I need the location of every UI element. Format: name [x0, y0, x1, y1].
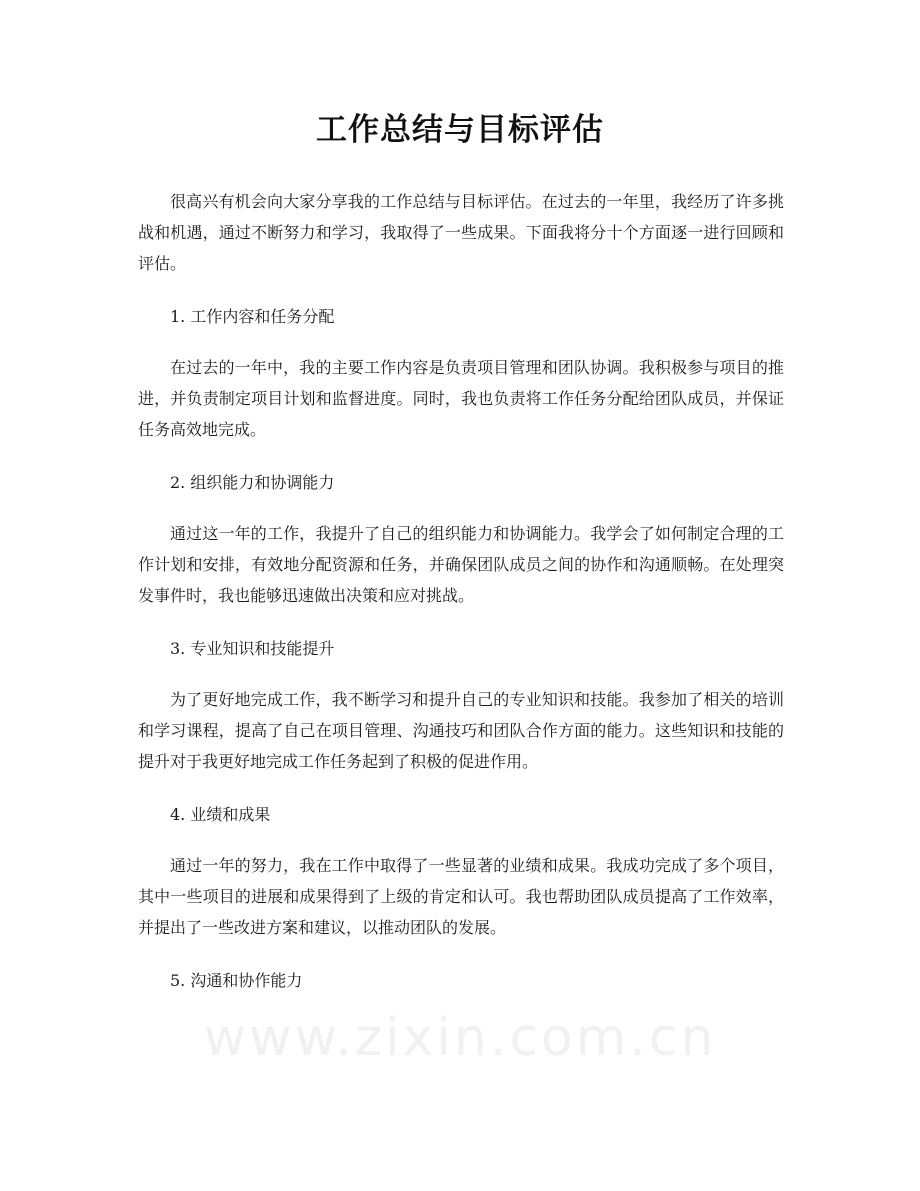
page-title: 工作总结与目标评估 — [316, 112, 604, 148]
section-paragraph-2: 通过这一年的工作，我提升了自己的组织能力和协调能力。我学会了如何制定合理的工作计划和安排，有效地分配资源和任务，并确保团队成员之间的协作和沟通顺畅。在处理突发事件时，我也能够迅速做出决策和应对挑战。 — [138, 524, 784, 605]
section-heading-4: 4. 业绩和成果 — [170, 805, 271, 824]
document-body — [138, 186, 784, 996]
section-heading-5: 5. 沟通和协作能力 — [170, 971, 303, 990]
section-heading-1: 1. 工作内容和任务分配 — [170, 307, 335, 326]
section-paragraph-4: 通过一年的努力，我在工作中取得了一些显著的业绩和成果。我成功完成了多个项目，其中一些项目的进展和成果得到了上级的肯定和认可。我也帮助团队成员提高了工作效率，并提出了一些改进方案和建议，以推动团队的发展。 — [138, 856, 784, 937]
intro-paragraph: 很高兴有机会向大家分享我的工作总结与目标评估。在过去的一年里，我经历了许多挑战和机遇，通过不断努力和学习，我取得了一些成果。下面我将分十个方面逐一进行回顾和评估。 — [138, 192, 784, 273]
section-heading-3: 3. 专业知识和技能提升 — [170, 639, 335, 658]
section-paragraph-1: 在过去的一年中，我的主要工作内容是负责项目管理和团队协调。我积极参与项目的推进，并负责制定项目计划和监督进度。同时，我也负责将工作任务分配给团队成员，并保证任务高效地完成。 — [138, 358, 784, 439]
section-heading-2: 2. 组织能力和协调能力 — [170, 473, 335, 492]
section-paragraph-3: 为了更好地完成工作，我不断学习和提升自己的专业知识和技能。我参加了相关的培训和学习课程，提高了自己在项目管理、沟通技巧和团队合作方面的能力。这些知识和技能的提升对于我更好地完成工作任务起到了积极的促进作用。 — [138, 690, 784, 771]
watermark: www.zixin.com.cn — [203, 1008, 717, 1068]
